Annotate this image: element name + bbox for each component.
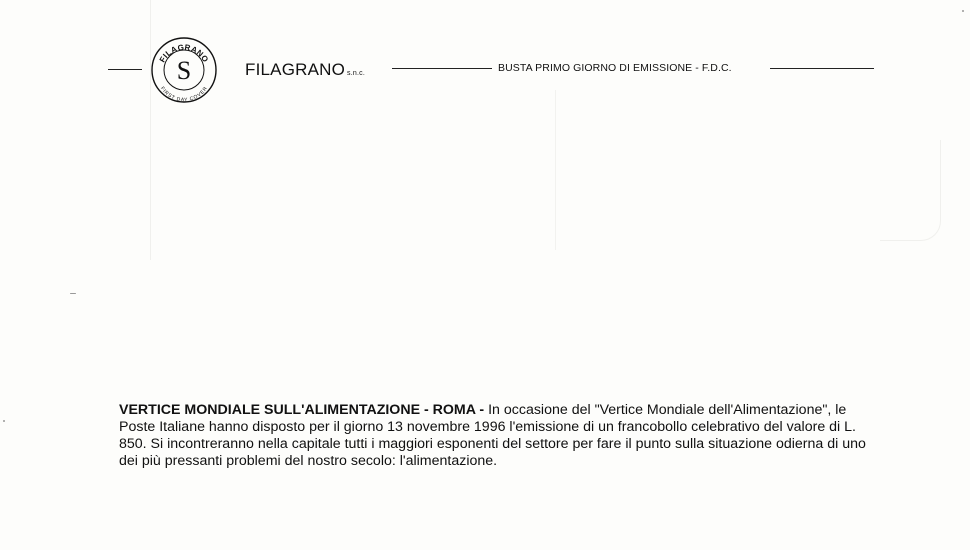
paper-speck	[70, 293, 76, 294]
event-title: VERTICE MONDIALE SULL'ALIMENTAZIONE - ROMA -	[119, 402, 485, 418]
filagrano-logo	[150, 36, 218, 104]
cover-type-label: BUSTA PRIMO GIORNO DI EMISSIONE - F.D.C.	[498, 62, 732, 74]
envelope-flap-bottom-right	[880, 140, 941, 241]
header-rule-right	[770, 68, 874, 69]
paper-speck	[3, 420, 5, 422]
envelope-flap-right	[555, 90, 557, 250]
logo-arc-bottom-text: FIRST DAY COVER	[159, 85, 209, 104]
event-body: In occasione del "Vertice Mondiale dell'Alimentazione", le Poste Italiane hanno disposto per il giorno 13 novembre 1996 l'emissione di un francobollo celebrativo del valore di L. 850. Si incontreranno nella capitale tutti i maggiori esponenti del settore per fare il punto sulla situazione odierna di uno dei più pressanti problemi del nostro secolo: l'alimentazione.	[119, 402, 866, 469]
header-rule-middle	[392, 68, 492, 69]
logo-monogram: S	[176, 56, 192, 85]
paper-speck	[962, 10, 964, 12]
company-name	[245, 60, 365, 80]
event-description	[119, 402, 874, 470]
logo-arc-top-text: FILAGRANO	[157, 42, 211, 64]
envelope-flap-left	[0, 0, 151, 260]
header-rule-left	[108, 69, 142, 70]
company-suffix: s.n.c.	[347, 70, 365, 77]
company-name-text: FILAGRANO	[245, 60, 346, 79]
